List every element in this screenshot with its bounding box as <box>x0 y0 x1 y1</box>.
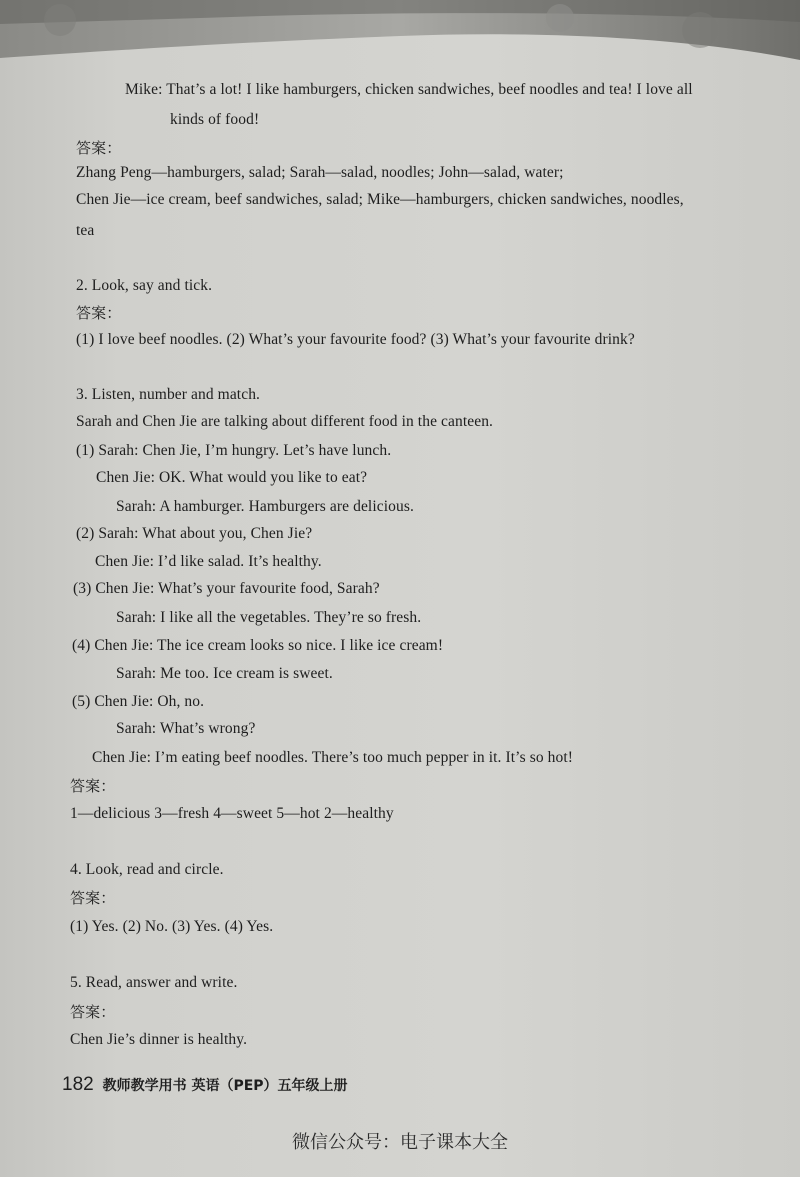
text-line: Chen Jie—ice cream, beef sandwiches, salad; Mike—hamburgers, chicken sandwiches, noodles, <box>76 191 684 208</box>
text-line: Chen Jie: I’d like salad. It’s healthy. <box>95 553 322 570</box>
page-footer <box>62 1074 348 1096</box>
text-line: tea <box>76 222 95 239</box>
decorative-header-image <box>0 0 800 82</box>
text-line: 1—delicious 3—fresh 4—sweet 5—hot 2—healthy <box>70 805 394 822</box>
text-line: Sarah: Me too. Ice cream is sweet. <box>116 665 333 682</box>
text-line: 答案： <box>76 139 122 157</box>
text-line: 答案： <box>70 777 116 795</box>
book-title: 教师教学用书 英语（PEP）五年级上册 <box>102 1078 348 1094</box>
text-line: (5) Chen Jie: Oh, no. <box>72 693 205 710</box>
text-line: (1) Sarah: Chen Jie, I’m hungry. Let’s have lunch. <box>76 442 392 459</box>
text-line: (3) Chen Jie: What’s your favourite food, Sarah? <box>73 580 380 597</box>
watermark-text: 微信公众号：电子课本大全 <box>292 1132 508 1153</box>
text-line: 5. Read, answer and write. <box>70 974 238 991</box>
page-number: 182 <box>62 1074 94 1095</box>
text-line: (1) I love beef noodles. (2) What’s your favourite food? (3) What’s your favourite drink? <box>76 331 635 348</box>
text-line: 答案： <box>76 304 122 322</box>
text-line: Sarah and Chen Jie are talking about different food in the canteen. <box>76 413 494 430</box>
text-line: Sarah: I like all the vegetables. They’re so fresh. <box>116 609 422 626</box>
text-line: Chen Jie: I’m eating beef noodles. There’s too much pepper in it. It’s so hot! <box>92 749 574 766</box>
text-line: (2) Sarah: What about you, Chen Jie? <box>76 525 313 542</box>
text-line: Chen Jie’s dinner is healthy. <box>70 1031 248 1048</box>
text-line: Chen Jie: OK. What would you like to eat? <box>96 469 368 486</box>
text-line: Mike: That’s a lot! I like hamburgers, chicken sandwiches, beef noodles and tea! I love all <box>125 81 693 98</box>
text-line: (1) Yes. (2) No. (3) Yes. (4) Yes. <box>70 918 274 935</box>
text-line: 4. Look, read and circle. <box>70 861 224 878</box>
text-line: kinds of food! <box>170 111 260 128</box>
text-line: 答案： <box>70 889 116 907</box>
text-line: 答案： <box>70 1003 116 1021</box>
text-line: Sarah: What’s wrong? <box>116 720 256 737</box>
text-line: 2. Look, say and tick. <box>76 277 213 294</box>
text-line: Zhang Peng—hamburgers, salad; Sarah—salad, noodles; John—salad, water; <box>76 164 564 181</box>
text-line: 3. Listen, number and match. <box>76 386 261 403</box>
text-line: Sarah: A hamburger. Hamburgers are delicious. <box>116 498 414 515</box>
text-line: (4) Chen Jie: The ice cream looks so nice. I like ice cream! <box>72 637 444 654</box>
